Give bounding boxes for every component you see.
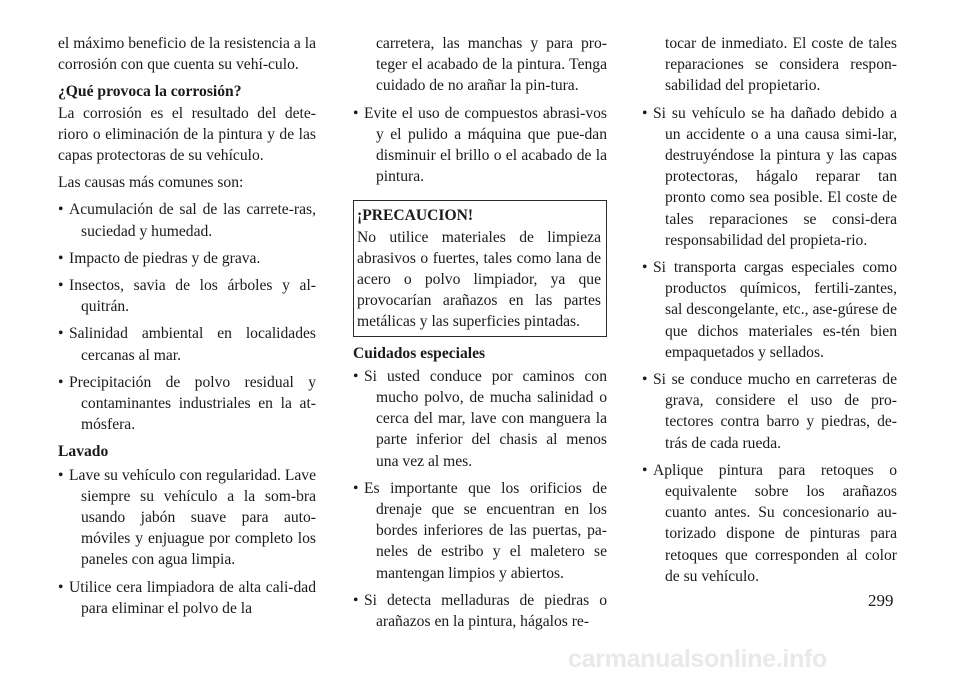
list-item: • Es importante que los orificios de drenaje que se encuentran en los bordes inferiores de las puertas, pa-neles de estribo y el maletero se mantengan limpios y abiertos. bbox=[353, 478, 607, 584]
list-item: • Impacto de piedras y de grava. bbox=[58, 248, 316, 269]
caution-title: ¡PRECAUCION! bbox=[357, 207, 474, 225]
column-left bbox=[58, 33, 316, 625]
list-item: • Acumulación de sal de las carrete-ras, suciedad y humedad. bbox=[58, 199, 316, 241]
washing-list-continued bbox=[353, 103, 607, 188]
causes-list bbox=[58, 199, 316, 435]
list-item: • Si detecta melladuras de piedras o arañazos en la pintura, hágalos re- bbox=[353, 590, 607, 632]
special-care-list bbox=[353, 366, 607, 632]
list-item: • Lave su vehículo con regularidad. Lave siempre su vehículo a la som-bra usando jabón suave para auto-móviles y enjuague por completo los paneles con agua limpia. bbox=[58, 465, 316, 571]
list-item: • Insectos, savia de los árboles y al-quitrán. bbox=[58, 275, 316, 317]
section-heading-special-care: Cuidados especiales bbox=[353, 344, 486, 362]
column-middle bbox=[353, 33, 607, 638]
section-heading-corrosion-cause: ¿Qué provoca la corrosión? bbox=[58, 83, 242, 101]
causes-intro: Las causas más comunes son: bbox=[58, 174, 244, 192]
column-right bbox=[642, 33, 897, 593]
watermark: carmanualsonline.info bbox=[568, 645, 828, 673]
washing-list bbox=[58, 465, 316, 619]
list-item: • Evite el uso de compuestos abrasi-vos y el pulido a máquina que pue-dan disminuir el brillo o el acabado de la pintura. bbox=[353, 103, 607, 188]
special-care-list-continued bbox=[642, 103, 897, 587]
list-item: • Si usted conduce por caminos con mucho polvo, de mucha salinidad o cerca del mar, lave con manguera la parte inferior del chasis al menos una vez al mes. bbox=[353, 366, 607, 472]
page-number: 299 bbox=[868, 591, 894, 610]
list-item: • Si se conduce mucho en carreteras de grava, considere el uso de pro-tectores contra barro y piedras, de-trás de cada rueda. bbox=[642, 369, 897, 454]
caution-box bbox=[353, 200, 607, 336]
list-item: • Utilice cera limpiadora de alta cali-dad para eliminar el polvo de la bbox=[58, 577, 316, 619]
continued-paragraph: carretera, las manchas y para pro-teger el acabado de la pintura. Tenga cuidado de no arañar la pin-tura. bbox=[376, 35, 607, 95]
list-item: • Si su vehículo se ha dañado debido a un accidente o a una causa simi-lar, destruyéndose la pintura y las capas protectoras, hágalo reparar tan pronto como sea posible. El coste de tales reparaciones se consi-dera responsabilidad del propieta-rio. bbox=[642, 103, 897, 251]
intro-paragraph: el máximo beneficio de la resistencia a la corrosión con que cuenta su vehí-culo. bbox=[58, 35, 316, 74]
list-item: • Salinidad ambiental en localidades cercanas al mar. bbox=[58, 323, 316, 365]
list-item: • Si transporta cargas especiales como productos químicos, fertili-zantes, sal descongelante, etc., ase-gúrese de que dichos materiales es-tén bien empaquetados y sellados. bbox=[642, 257, 897, 363]
corrosion-cause-paragraph: La corrosión es el resultado del dete-rioro o eliminación de la pintura y de las capas protectoras de su vehículo. bbox=[58, 104, 316, 165]
caution-text: No utilice materiales de limpieza abrasivos o fuertes, tales como lana de acero o polvo limpiador, ya que provocarían arañazos en las partes metálicas y las superficies pintadas. bbox=[357, 228, 601, 331]
section-heading-washing: Lavado bbox=[58, 443, 109, 461]
continued-paragraph: tocar de inmediato. El coste de tales reparaciones se considera respon-sabilidad del propietario. bbox=[665, 35, 897, 95]
list-item: • Aplique pintura para retoques o equivalente sobre los arañazos cuanto antes. Su concesionario au-torizado dispone de pinturas para retoques que corresponden al color de su vehículo. bbox=[642, 460, 897, 587]
list-item: • Precipitación de polvo residual y contaminantes industriales en la at-mósfera. bbox=[58, 372, 316, 436]
